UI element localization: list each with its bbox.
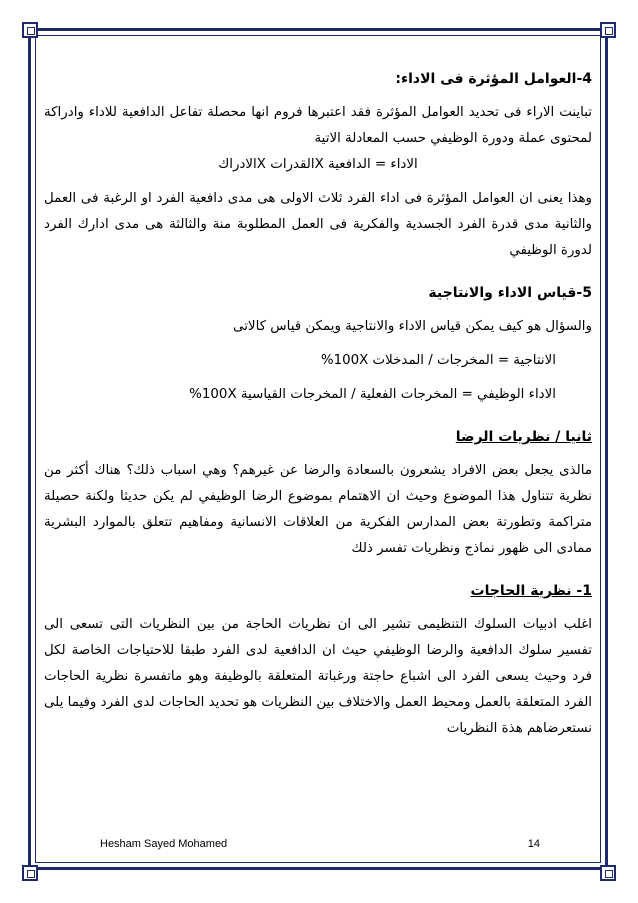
document-body <box>44 66 592 742</box>
section-heading: ثانيا / نظريات الرضا <box>455 429 592 445</box>
paragraph: اغلب ادبيات السلوك التنظيمى تشير الى ان نظريات الحاجة من بين النظريات التى تسعى الى تفسير سلوك الدافعية والرضا الوظيفي حيث ان الدافعية لدى الفرد طبقا للاحتياجات الخاصة لكل فرد وحيث يسعى الفرد الى اشباع حاجتة ورغباتة المتعلقة بالوظيفة وهو ماتفسرة نظرية الحاجات الفرد المتعلقة بالعمل ومحيط العمل والاختلاف بين النظريات هو تحديد الحاجات لدى الفرد وفيما يلى نستعرضاهم هذة النظريات <box>44 617 592 736</box>
paragraph: مالذى يجعل بعض الافراد يشعرون بالسعادة والرضا عن غيرهم؟ وهي اسباب ذلك؟ هناك أكثر من نظرية تتناول هذا الموضوع وحيث ان الاهتمام بموضوع الرضا الوظيفي لم يكن حديثا ولكنة حصيلة متراكمة وتطورتة بعض المدارس الفكرية من العلاقات الانسانية ومفاهيم تتعلق بالموارد البشرية ممادى الى ظهور نماذج ونظريات تفسر ذلك <box>44 463 592 556</box>
page-number: 14 <box>527 838 540 850</box>
equation: الاداء = الدافعية Xالقدرات Xالادراك <box>218 157 418 172</box>
section-heading: 5-قياس الاداء والانتاجية <box>428 285 592 301</box>
paragraph: وهذا يعنى ان العوامل المؤثرة فى اداء الفرد ثلاث الاولى هى مدى دافعية الفرد او الرغبة فى العمل والثانية مدى قدرة الفرد الجسدية والفكرية فى العمل المطلوبة منة والثالثة هى مدى ادارك الفرد لدورة الوظيفي <box>44 191 592 258</box>
section-heading: 1- نظرية الحاجات <box>470 583 592 599</box>
paragraph: تباينت الاراء فى تحديد العوامل المؤثرة فقد اعتبرها فروم انها محصلة تفاعل الدافعية للاداء وادراكة لمحتوى عملة ودورة الوظيفي حسب المعادلة الاتية <box>44 105 592 146</box>
corner-ornament-top-left <box>22 22 38 38</box>
section-heading: 4-العوامل المؤثرة فى الاداء: <box>395 71 592 87</box>
corner-ornament-bottom-right <box>600 865 616 881</box>
corner-ornament-top-right <box>600 22 616 38</box>
equation: الانتاجية = المخرجات / المدخلات 100X% <box>320 353 556 368</box>
footer-author: Hesham Sayed Mohamed <box>100 838 228 850</box>
paragraph: والسؤال هو كيف يمكن قياس الاداء والانتاجية ويمكن قياس كالاتى <box>233 319 592 334</box>
equation: الاداء الوظيفي = المخرجات الفعلية / المخرجات القياسية 100X% <box>189 387 556 402</box>
corner-ornament-bottom-left <box>22 865 38 881</box>
